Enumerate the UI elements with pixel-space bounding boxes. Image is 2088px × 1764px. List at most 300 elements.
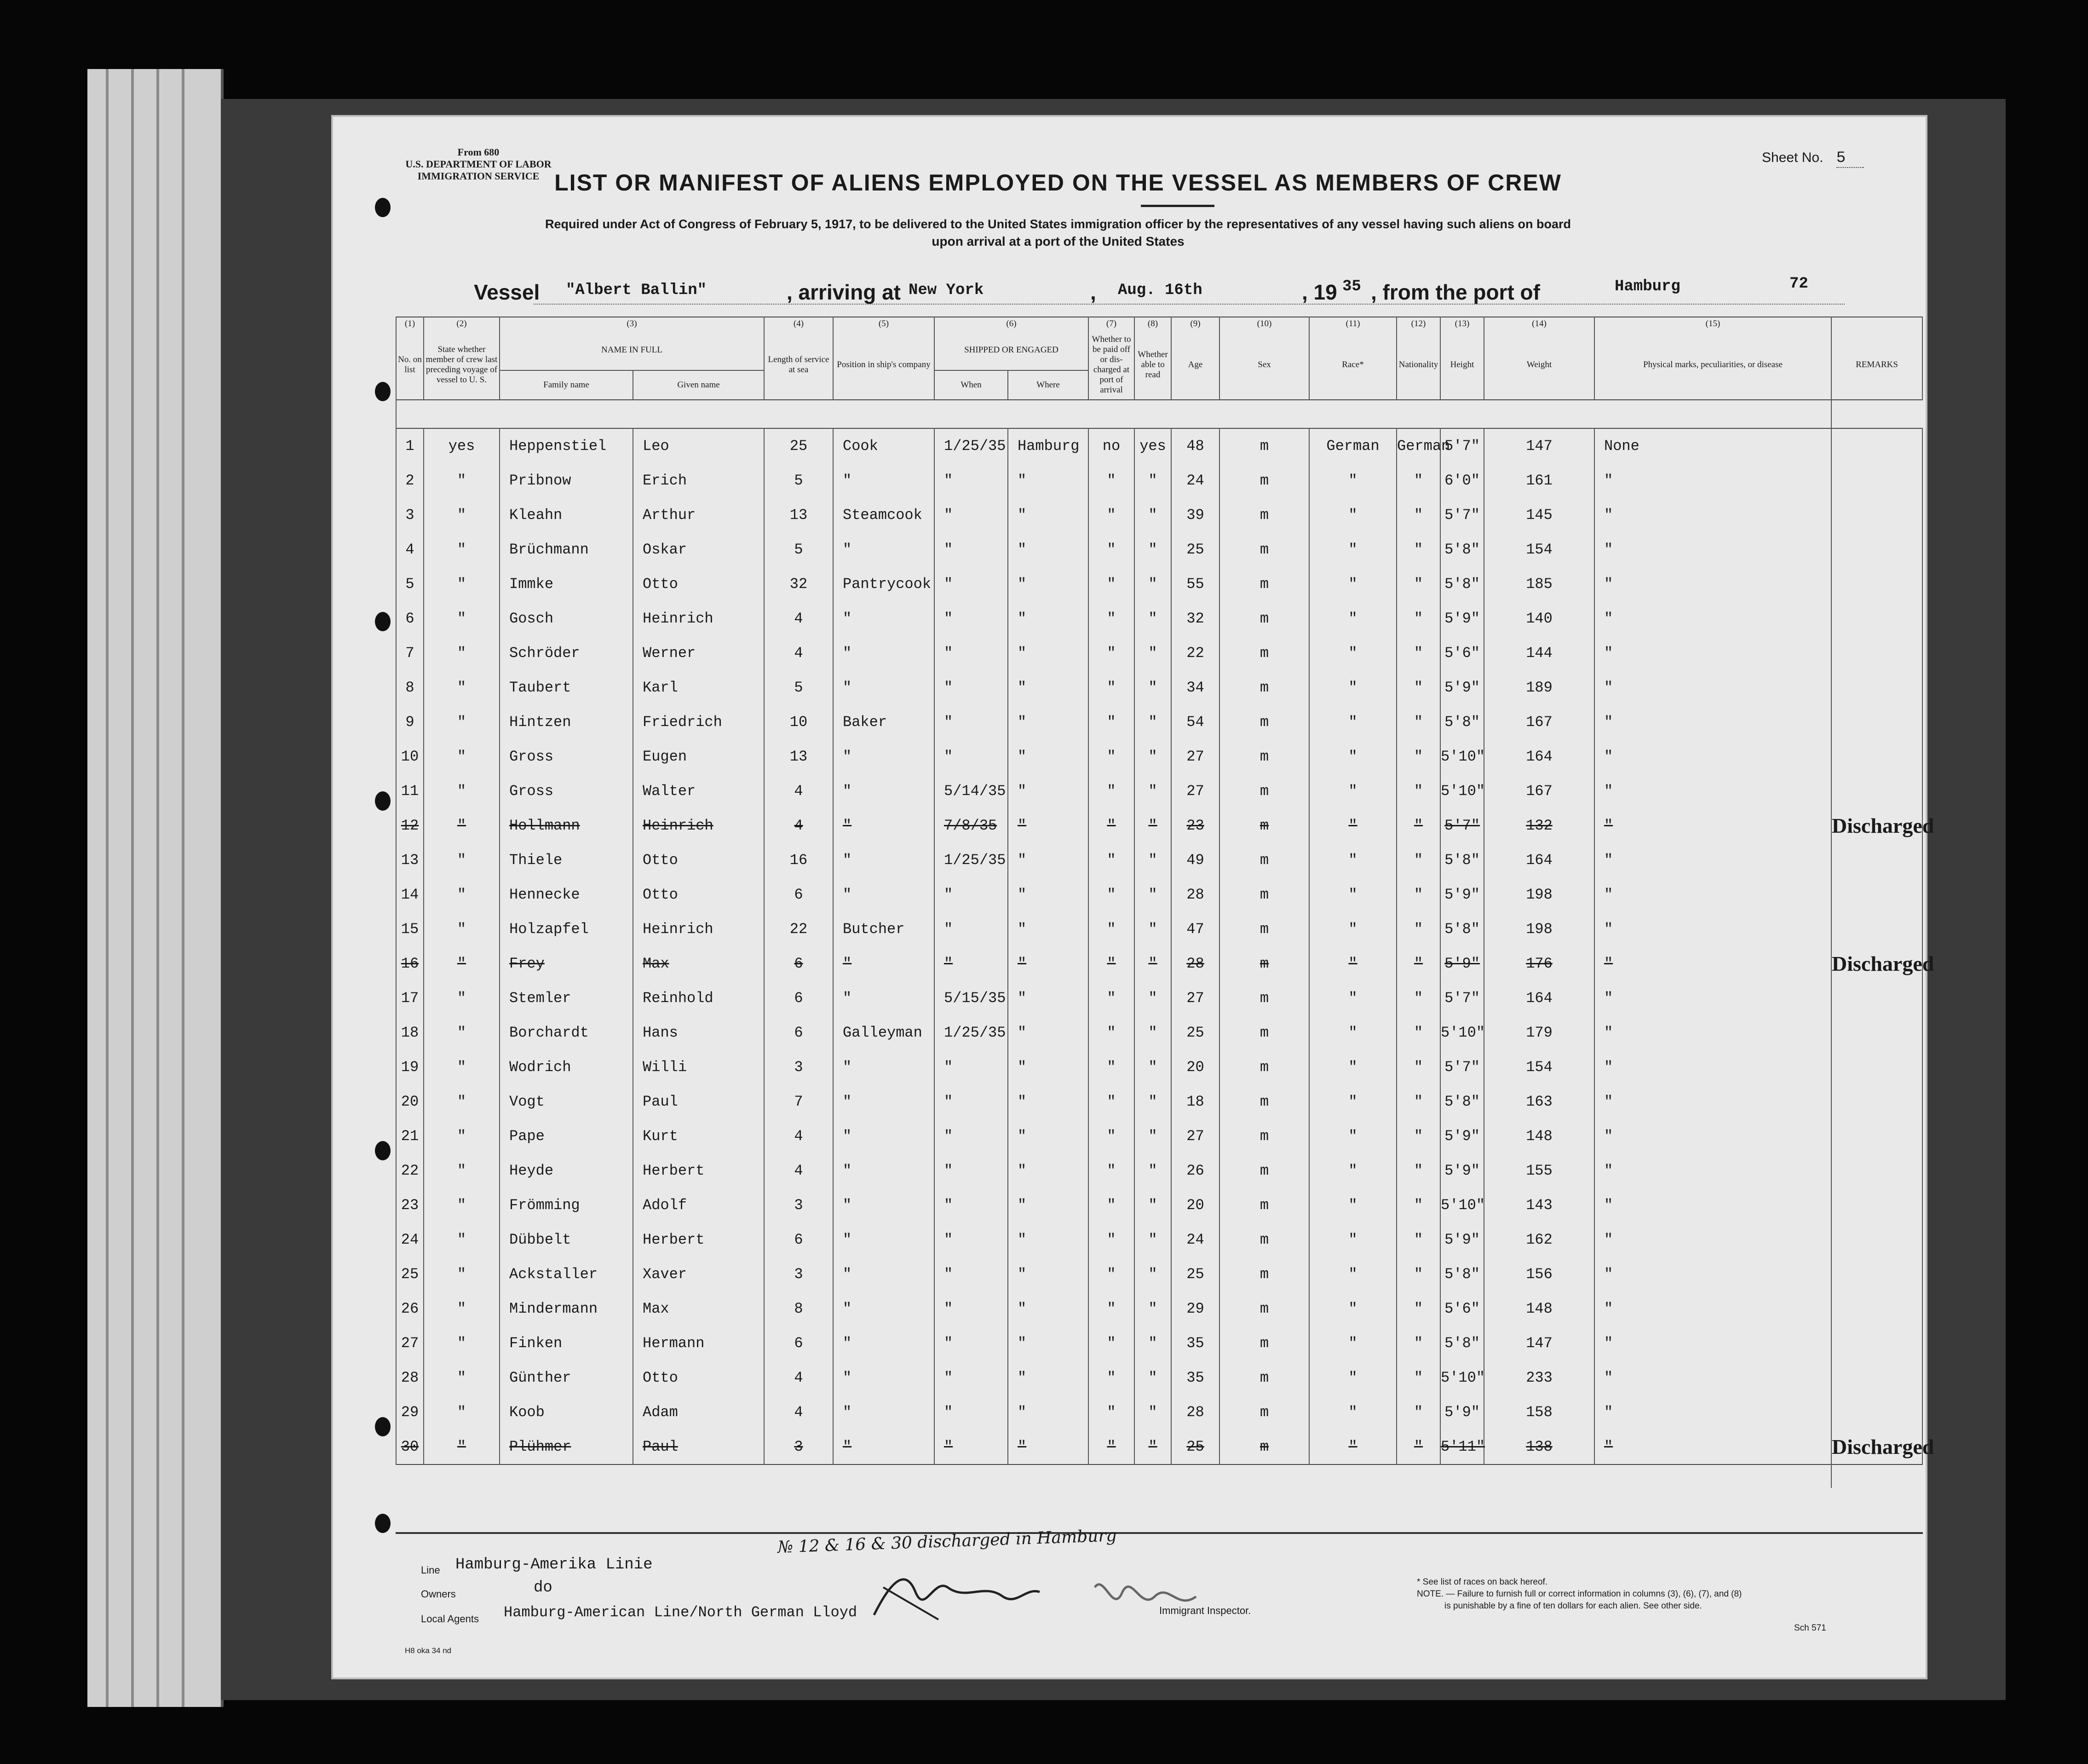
header-family-name: Family name [500,370,633,400]
age: 20 [1171,1188,1219,1222]
weight: 179 [1484,1015,1594,1050]
able-to-read: " [1134,1395,1171,1430]
age: 35 [1171,1326,1219,1360]
header-no-on-list: No. on list [396,330,424,400]
able-to-read: " [1134,912,1171,946]
sex: m [1219,1084,1309,1119]
vessel-name: "Albert Ballin" [566,282,707,299]
family-name: Hennecke [500,877,633,912]
length-of-service: 10 [764,705,833,739]
table-row [396,1257,1922,1291]
shipped-when: " [934,670,1008,705]
position: " [833,1395,934,1430]
race: " [1309,1050,1397,1084]
height: 5'9" [1440,601,1484,636]
weight: 185 [1484,567,1594,601]
previous-voyage: " [424,1360,500,1395]
family-name: Plühmer [500,1430,633,1464]
position: Steamcook [833,498,934,532]
able-to-read: " [1134,1360,1171,1395]
shipped-when: " [934,1084,1008,1119]
able-to-read: " [1134,1084,1171,1119]
row-number: 12 [396,808,424,843]
nationality: " [1397,1430,1440,1464]
shipped-when: " [934,1222,1008,1257]
shipped-when: 5/14/35 [934,774,1008,808]
weight: 164 [1484,981,1594,1015]
family-name: Gross [500,739,633,774]
weight: 147 [1484,1326,1594,1360]
length-of-service: 22 [764,912,833,946]
position: " [833,739,934,774]
nationality: " [1397,843,1440,877]
previous-voyage: " [424,1326,500,1360]
sex: m [1219,705,1309,739]
previous-voyage: " [424,567,500,601]
race: " [1309,705,1397,739]
sex: m [1219,1015,1309,1050]
given-name: Leo [633,428,764,463]
height: 5'7" [1440,1050,1484,1084]
length-of-service: 13 [764,739,833,774]
paid-off: " [1088,1188,1134,1222]
shipped-where: " [1008,808,1088,843]
sex: m [1219,912,1309,946]
remarks [1831,601,1922,636]
arrival-date: Aug. 16th [1118,282,1202,299]
length-of-service: 5 [764,532,833,567]
nationality: " [1397,498,1440,532]
remarks [1831,636,1922,670]
height: 5'7" [1440,428,1484,463]
header-where: Where [1008,370,1088,400]
position: " [833,1257,934,1291]
owners-value: do [534,1579,552,1597]
weight: 140 [1484,601,1594,636]
from-label: , from the port of [1371,280,1540,304]
colnum: (14) [1484,317,1594,330]
previous-voyage: " [424,739,500,774]
nationality: " [1397,1360,1440,1395]
shipped-when: " [934,567,1008,601]
shipped-where: " [1008,1188,1088,1222]
race: " [1309,1257,1397,1291]
nationality: " [1397,1119,1440,1153]
table-row [396,601,1922,636]
height: 5'6" [1440,636,1484,670]
sheet-label: Sheet No. [1762,150,1823,165]
race: " [1309,601,1397,636]
height: 5'9" [1440,1222,1484,1257]
row-number: 4 [396,532,424,567]
position: " [833,981,934,1015]
paid-off: " [1088,739,1134,774]
physical-marks: " [1594,739,1831,774]
sex: m [1219,1188,1309,1222]
shipped-when: " [934,1395,1008,1430]
shipped-when: " [934,1430,1008,1464]
family-name: Borchardt [500,1015,633,1050]
colnum: (5) [833,317,934,330]
shipped-where: " [1008,843,1088,877]
physical-marks: " [1594,1015,1831,1050]
shipped-when: " [934,1326,1008,1360]
given-name: Walter [633,774,764,808]
position: " [833,843,934,877]
shipped-when: " [934,1291,1008,1326]
colnum: (7) [1088,317,1134,330]
shipped-when: " [934,739,1008,774]
row-number: 15 [396,912,424,946]
race: " [1309,912,1397,946]
physical-marks: " [1594,1153,1831,1188]
length-of-service: 4 [764,1153,833,1188]
nationality: " [1397,1050,1440,1084]
height: 5'10" [1440,1188,1484,1222]
shipped-when: " [934,498,1008,532]
previous-voyage: yes [424,428,500,463]
position: " [833,1188,934,1222]
able-to-read: " [1134,1291,1171,1326]
given-name: Herbert [633,1153,764,1188]
paid-off: " [1088,877,1134,912]
family-name: Finken [500,1326,633,1360]
previous-voyage: " [424,808,500,843]
able-to-read: " [1134,567,1171,601]
weight: 138 [1484,1430,1594,1464]
paid-off: " [1088,1291,1134,1326]
able-to-read: " [1134,498,1171,532]
given-name: Kurt [633,1119,764,1153]
length-of-service: 6 [764,1326,833,1360]
table-row [396,912,1922,946]
paid-off: " [1088,463,1134,498]
remarks [1831,705,1922,739]
shipped-when: 5/15/35 [934,981,1008,1015]
length-of-service: 4 [764,774,833,808]
remarks [1831,1395,1922,1430]
age: 29 [1171,1291,1219,1326]
sheet-value: 5 [1836,150,1864,168]
owners-label: Owners [421,1588,456,1600]
shipped-when: " [934,532,1008,567]
header-weight: Weight [1484,330,1594,400]
previous-voyage: " [424,1119,500,1153]
family-name: Taubert [500,670,633,705]
age: 26 [1171,1153,1219,1188]
able-to-read: " [1134,670,1171,705]
given-name: Karl [633,670,764,705]
remarks [1831,912,1922,946]
able-to-read: " [1134,705,1171,739]
family-name: Hollmann [500,808,633,843]
remarks [1831,1050,1922,1084]
given-name: Adam [633,1395,764,1430]
punch-hole [375,612,391,631]
age: 34 [1171,670,1219,705]
able-to-read: " [1134,1326,1171,1360]
family-name: Thiele [500,843,633,877]
physical-marks: " [1594,1291,1831,1326]
dept-line-1: From 680 [457,146,500,158]
position: " [833,532,934,567]
weight: 155 [1484,1153,1594,1188]
shipped-where: " [1008,774,1088,808]
table-row [396,636,1922,670]
paid-off: " [1088,705,1134,739]
header-remarks: REMARKS [1831,330,1922,400]
colnum: (4) [764,317,833,330]
punch-hole [375,1141,391,1160]
row-number: 22 [396,1153,424,1188]
paid-off: " [1088,1395,1134,1430]
table-row [396,1153,1922,1188]
weight: 167 [1484,705,1594,739]
header-nationality: Nationality [1397,330,1440,400]
race: " [1309,1222,1397,1257]
row-number: 25 [396,1257,424,1291]
height: 5'10" [1440,1360,1484,1395]
physical-marks: " [1594,532,1831,567]
weight: 161 [1484,463,1594,498]
paid-off: " [1088,1153,1134,1188]
weight: 156 [1484,1257,1594,1291]
previous-voyage: " [424,1050,500,1084]
physical-marks: " [1594,1360,1831,1395]
header-name-in-full: NAME IN FULL [500,330,764,370]
physical-marks: " [1594,877,1831,912]
row-number: 11 [396,774,424,808]
table-row [396,670,1922,705]
family-name: Gross [500,774,633,808]
row-number: 8 [396,670,424,705]
sex: m [1219,670,1309,705]
shipped-where: " [1008,1084,1088,1119]
header-length-of-service: Length of service at sea [764,330,833,400]
family-name: Heyde [500,1153,633,1188]
nationality: " [1397,705,1440,739]
age: 24 [1171,1222,1219,1257]
shipped-when: " [934,1360,1008,1395]
race: " [1309,670,1397,705]
physical-marks: " [1594,1430,1831,1464]
able-to-read: " [1134,1015,1171,1050]
sex: m [1219,808,1309,843]
given-name: Arthur [633,498,764,532]
table-row [396,428,1922,463]
weight: 164 [1484,739,1594,774]
age: 23 [1171,808,1219,843]
able-to-read: " [1134,808,1171,843]
sex: m [1219,601,1309,636]
crew-manifest-table [396,317,1934,1488]
colnum: (3) [500,317,764,330]
family-name: Frey [500,946,633,981]
length-of-service: 4 [764,636,833,670]
age: 25 [1171,1430,1219,1464]
previous-voyage: " [424,1222,500,1257]
paid-off: " [1088,1326,1134,1360]
able-to-read: " [1134,1222,1171,1257]
paid-off: " [1088,1257,1134,1291]
row-number: 16 [396,946,424,981]
shipped-where: " [1008,498,1088,532]
paid-off: " [1088,1360,1134,1395]
position: Galleyman [833,1015,934,1050]
nationality: " [1397,981,1440,1015]
shipped-where: " [1008,601,1088,636]
vessel-line: Vessel "Albert Ballin" , arriving at New York , Aug. 16th , 19 35 , from the port of Hamburg 72 [474,280,1854,307]
header-shipped-or-engaged: SHIPPED OR ENGAGED [934,330,1088,370]
age: 28 [1171,877,1219,912]
header-given-name: Given name [633,370,764,400]
table-row [396,1119,1922,1153]
length-of-service: 3 [764,1257,833,1291]
remarks [1831,843,1922,877]
family-name: Heppenstiel [500,428,633,463]
remarks [1831,1326,1922,1360]
sex: m [1219,981,1309,1015]
sex: m [1219,1257,1309,1291]
given-name: Otto [633,877,764,912]
header-physical-marks: Physical marks, peculiarities, or disease [1594,330,1831,400]
height: 5'8" [1440,532,1484,567]
weight: 143 [1484,1188,1594,1222]
physical-marks: " [1594,774,1831,808]
family-name: Wodrich [500,1050,633,1084]
form-subtitle [460,215,1656,250]
colnum: (6) [934,317,1088,330]
age: 55 [1171,567,1219,601]
shipped-when: 7/8/35 [934,808,1008,843]
race: " [1309,463,1397,498]
shipped-when: 1/25/35 [934,1015,1008,1050]
previous-voyage: " [424,532,500,567]
paid-off: " [1088,946,1134,981]
height: 5'10" [1440,739,1484,774]
column-number-row [396,317,1922,330]
remarks [1831,1188,1922,1222]
remarks: Discharged [1831,1430,1922,1464]
physical-marks: " [1594,912,1831,946]
header-able-to-read: Whether able to read [1134,330,1171,400]
able-to-read: " [1134,981,1171,1015]
age: 28 [1171,1395,1219,1430]
length-of-service: 4 [764,1119,833,1153]
header-row-1 [396,330,1922,370]
paid-off: " [1088,1084,1134,1119]
nationality: German [1397,428,1440,463]
height: 5'7" [1440,981,1484,1015]
header-when: When [934,370,1008,400]
sex: m [1219,1395,1309,1430]
physical-marks: " [1594,636,1831,670]
position: " [833,946,934,981]
race: " [1309,1188,1397,1222]
physical-marks: None [1594,428,1831,463]
sex: m [1219,774,1309,808]
row-number: 20 [396,1084,424,1119]
physical-marks: " [1594,1119,1831,1153]
previous-voyage: " [424,1084,500,1119]
age: 25 [1171,532,1219,567]
given-name: Otto [633,843,764,877]
weight: 147 [1484,428,1594,463]
family-name: Mindermann [500,1291,633,1326]
length-of-service: 5 [764,463,833,498]
sex: m [1219,567,1309,601]
race: " [1309,1291,1397,1326]
sex: m [1219,532,1309,567]
table-row [396,567,1922,601]
shipped-where: " [1008,981,1088,1015]
age: 39 [1171,498,1219,532]
length-of-service: 4 [764,808,833,843]
physical-marks: " [1594,1222,1831,1257]
row-number: 28 [396,1360,424,1395]
nationality: " [1397,1084,1440,1119]
length-of-service: 5 [764,670,833,705]
height: 5'8" [1440,1326,1484,1360]
shipped-where: " [1008,705,1088,739]
row-number: 18 [396,1015,424,1050]
year-suffix: 35 [1342,278,1361,295]
able-to-read: " [1134,1119,1171,1153]
position: " [833,1153,934,1188]
shipped-where: " [1008,1222,1088,1257]
age: 35 [1171,1360,1219,1395]
previous-voyage: " [424,877,500,912]
table-row [396,981,1922,1015]
physical-marks: " [1594,946,1831,981]
physical-marks: " [1594,1395,1831,1430]
previous-voyage: " [424,463,500,498]
race: " [1309,946,1397,981]
height: 5'8" [1440,567,1484,601]
nationality: " [1397,1291,1440,1326]
age: 27 [1171,774,1219,808]
race: " [1309,1015,1397,1050]
physical-marks: " [1594,1084,1831,1119]
length-of-service: 7 [764,1084,833,1119]
shipped-where: " [1008,1326,1088,1360]
shipped-where: " [1008,1291,1088,1326]
year-prefix: , 19 [1302,280,1337,304]
sex: m [1219,1050,1309,1084]
race: " [1309,843,1397,877]
given-name: Willi [633,1050,764,1084]
position: " [833,1119,934,1153]
age: 22 [1171,636,1219,670]
physical-marks: " [1594,1257,1831,1291]
row-number: 6 [396,601,424,636]
age: 47 [1171,912,1219,946]
page-edge [131,69,134,1707]
nationality: " [1397,636,1440,670]
shipped-where: " [1008,1430,1088,1464]
table-row [396,1222,1922,1257]
paid-off: " [1088,1015,1134,1050]
signature-scribble [865,1560,1242,1629]
previous-voyage: " [424,498,500,532]
remarks [1831,567,1922,601]
family-name: Schröder [500,636,633,670]
previous-voyage: " [424,636,500,670]
physical-marks: " [1594,463,1831,498]
table-row [396,1360,1922,1395]
nationality: " [1397,1153,1440,1188]
physical-marks: " [1594,567,1831,601]
